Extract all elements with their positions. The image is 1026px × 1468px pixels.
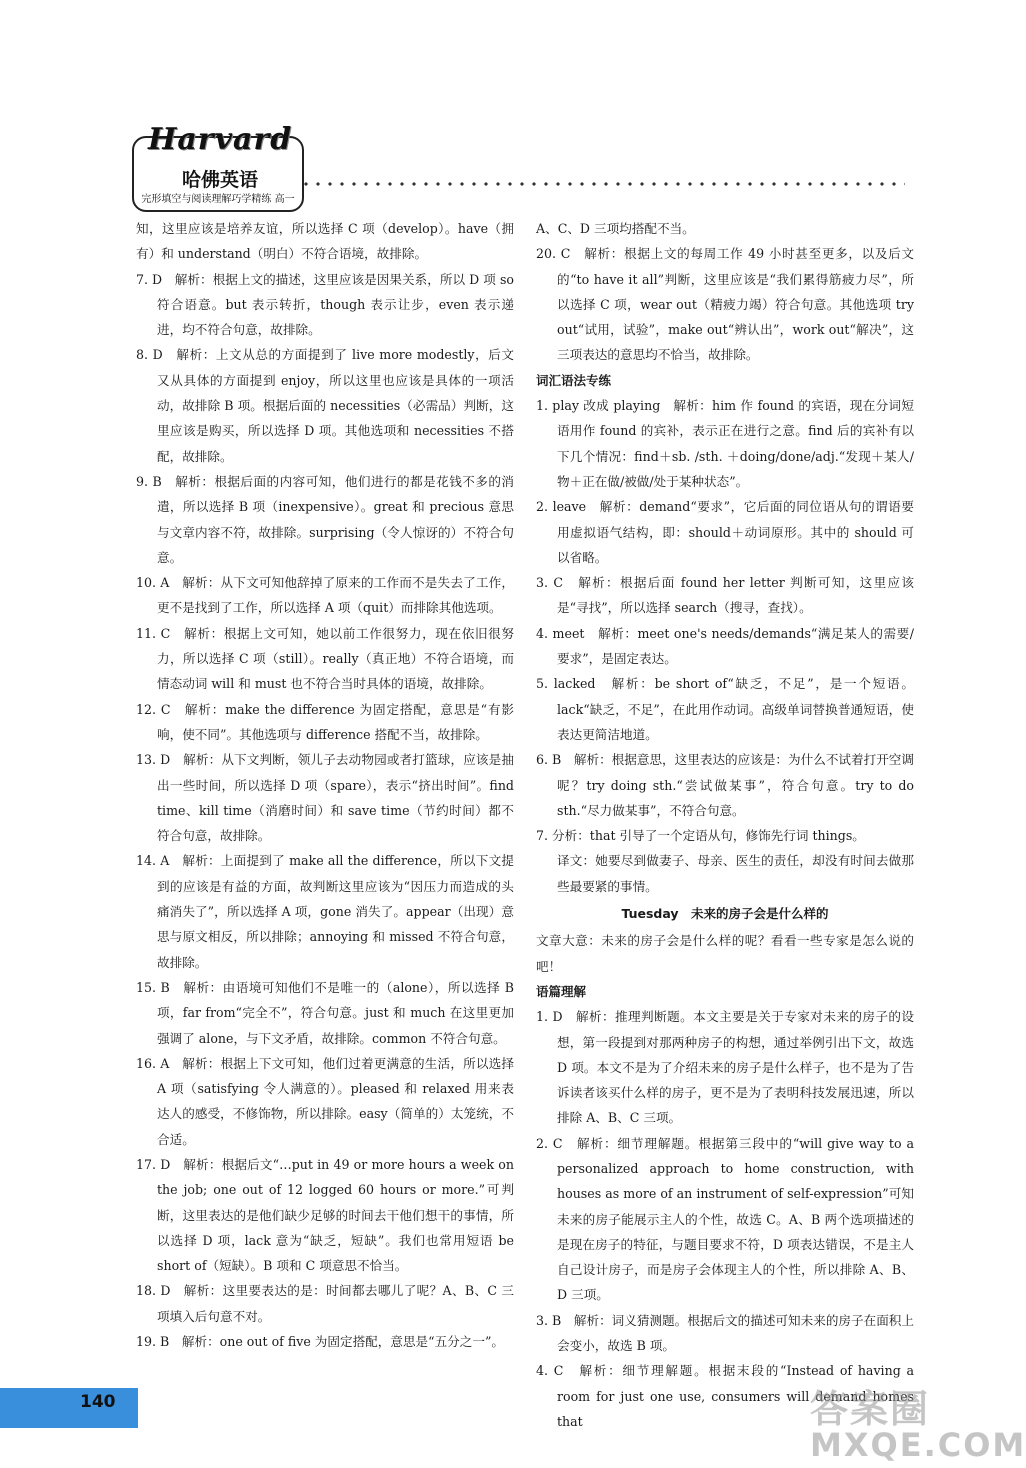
page-header	[0, 0, 1000, 240]
answer-item: 6. B 解析：根据意思，这里表达的应该是：为什么不试着打开空调呢？try doing sth.“尝试做某事”，符合句意。try to do sth.“尽力做某事”，不符合句意。	[536, 752, 914, 818]
brand-logo: Harvard	[148, 122, 293, 157]
translation-text: 译文：她要尽到做妻子、母亲、医生的责任，却没有时间去做那些最要紧的事情。	[557, 853, 914, 894]
answer-item: 1. D 解析：推理判断题。本文主要是关于专家对未来的房子的设想，第一段提到对那两种房子的构想，通过举例引出下文，故选 D 项。本文不是为了介绍未来的房子是什么样子，也不是为了告诉读者该买什么样的房子，更不是为了表明科技发展迅速，所以排除 A、B、C 三项。	[536, 1009, 914, 1126]
answer-item: 4. C 解析：细节理解题。根据末段的“Instead of having a room for just one use, consumers will demand homes that	[536, 1363, 914, 1429]
answer-item: 2. C 解析：细节理解题。根据第三段中的“will give way to a personalized approach to home construction, with houses as more of an instrument of self-expression”可知未来的房子能展示主人的个性，故选 C。A、B 两个选项描述的是现在房子的特征，与题目要求不符，D 项表达错误，不是主人自己设计房子，而是房子会体现主人的个性，所以排除 A、B、D 三项。	[536, 1135, 914, 1303]
watermark	[800, 1378, 1026, 1468]
answer-item: 13. D 解析：从下文判断，领儿子去动物园或者打篮球，应该是抽出一些时间，所以选择 D 项（spare），表示“挤出时间”。find time、kill time（消磨时间）和 save time（节约时间）都不符合句意，故排除。	[136, 752, 514, 844]
answer-item: 20. C 解析：根据上文的每周工作 49 小时甚至更多，以及后文的“to have it all”判断，这里应该是“我们累得筋疲力尽”，所以选择 C 项，wear out（精疲力竭）符合句意。其他选项 try out“试用，试验”，make out“辨认出”，work out“解决”，这三项表达的意思均不恰当，故排除。	[536, 246, 914, 363]
answer-item: 9. B 解析：根据后面的内容可知，他们进行的都是花钱不多的消遣，所以选择 B 项（inexpensive）。great 和 precious 意思与文章内容不符，故排除。surprising（令人惊讶的）不符合句意。	[136, 473, 514, 565]
answer-item: 12. C 解析：make the difference 为固定搭配，意思是“有影响，使不同”。其他选项与 difference 搭配不当，故排除。	[136, 701, 514, 742]
page-number: 140	[80, 1392, 116, 1412]
passage-title: Tuesday 未来的房子会是什么样的	[621, 906, 829, 922]
brand-cn-title: 哈佛英语	[181, 169, 258, 191]
dotted-rule	[300, 182, 905, 186]
section-heading: 语篇理解	[536, 983, 587, 999]
answer-item: 1. play 改成 playing 解析：him 作 found 的宾语，现在分词短语用作 found 的宾补，表示正在进行之意。find 后的宾补有以下几个情况：find＋sb. /sth. ＋doing/done/adj.“发现＋某人/物＋正在做/被做/处于某种状态”。	[536, 398, 914, 489]
answer-item: 8. D 解析：上文从总的方面提到了 live more modestly，后文又从具体的方面提到 enjoy，所以这里也应该是具体的一项活动，故排除 B 项。根据后面的 necessities（必需品）判断，这里应该是购买，所以选择 D 项。其他选项和 necessities 不搭配，故排除。	[136, 347, 514, 464]
summary-text: 文章大意：未来的房子会是什么样的呢？看看一些专家是怎么说的吧！	[536, 933, 914, 974]
answer-item: 11. C 解析：根据上文可知，她以前工作很努力，现在依旧很努力，所以选择 C 项（still）。really（真正地）不符合语境，而情态动词 will 和 must 也不符合当时具体的语境，故排除。	[136, 625, 514, 692]
answer-item: 4. meet 解析：meet one's needs/demands“满足某人的需要/要求”，是固定表达。	[536, 625, 914, 667]
watermark-cn: 答案圈	[810, 1387, 931, 1431]
answer-item: 3. B 解析：词义猜测题。根据后文的描述可知未来的房子在面积上会变小，故选 B 项。	[536, 1312, 914, 1354]
continued-text: 知，这里应该是培养友谊，所以选择 C 项（develop）。have（拥有）和 understand（明白）不符合语境，故排除。	[136, 221, 514, 262]
answer-item: 18. D 解析：这里要表达的是：时间都去哪儿了呢？A、B、C 三项填入后句意不对。	[136, 1283, 514, 1324]
watermark-en: MXQE.COM	[810, 1426, 1026, 1464]
section-heading: 词汇语法专练	[536, 372, 612, 388]
answer-item: 10. A 解析：从下文可知他辞掉了原来的工作而不是失去了工作，更不是找到了工作，所以选择 A 项（quit）而排除其他选项。	[136, 575, 514, 616]
left-column	[136, 216, 514, 1354]
answer-item: 19. B 解析：one out of five 为固定搭配，意思是“五分之一”。	[136, 1334, 504, 1350]
series-title: 完形填空与阅读理解巧学精练 高一	[141, 194, 295, 205]
answer-item: 7. D 解析：根据上文的描述，这里应该是因果关系，所以 D 项 so 符合语意。but 表示转折，though 表示让步，even 表示递进，均不符合句意，故排除。	[136, 271, 514, 338]
answer-item: 15. B 解析：由语境可知他们不是唯一的（alone），所以选择 B 项，far from“完全不”，符合句意。just 和 much 在这里更加强调了 alone，与下文矛盾，故排除。common 不符合句意。	[136, 979, 514, 1046]
answer-item: 16. A 解析：根据上下文可知，他们过着更满意的生活，所以选择 A 项（satisfying 令人满意的）。pleased 和 relaxed 用来表达人的感受，不修饰物，所以排除。easy（简单的）太笼统，不合适。	[136, 1055, 514, 1147]
answer-item: 7. 分析：that 引导了一个定语从句，修饰先行词 things。	[536, 828, 865, 844]
answer-item: 14. A 解析：上面提到了 make all the difference，所以下文提到的应该是有益的方面，故判断这里应该为“因压力而造成的头痛消失了”，所以选择 A 项，gone 消失了。appear（出现）意思与原文相反，所以排除；annoying 和 missed 不符合句意，故排除。	[136, 853, 514, 970]
answer-item: 17. D 解析：根据后文“…put in 49 or more hours a week on the job; one out of 12 logged 60 hours or more.”可判断，这里表达的是他们缺少足够的时间去干他们想干的事情，所以选择 D 项，lack 意为“缺乏，短缺”。我们也常用短语 be short of（短缺）。B 项和 C 项意思不恰当。	[136, 1156, 514, 1274]
answer-item: 3. C 解析：根据后面 found her letter 判断可知，这里应该是“寻找”，所以选择 search（搜寻，查找）。	[536, 575, 914, 616]
right-column	[536, 216, 914, 1434]
answer-item: 2. leave 解析：demand“要求”，它后面的同位语从句的谓语要用虚拟语气结构，即：should＋动词原形。其中的 should 可以省略。	[536, 499, 914, 565]
page-number-badge	[0, 1388, 138, 1428]
continued-text: A、C、D 三项均搭配不当。	[536, 221, 695, 236]
answer-item: 5. lacked 解析：be short of“缺乏，不足”，是一个短语。lack“缺乏，不足”，在此用作动词。高级单词替换普通短语，使表达更简洁地道。	[536, 676, 914, 742]
